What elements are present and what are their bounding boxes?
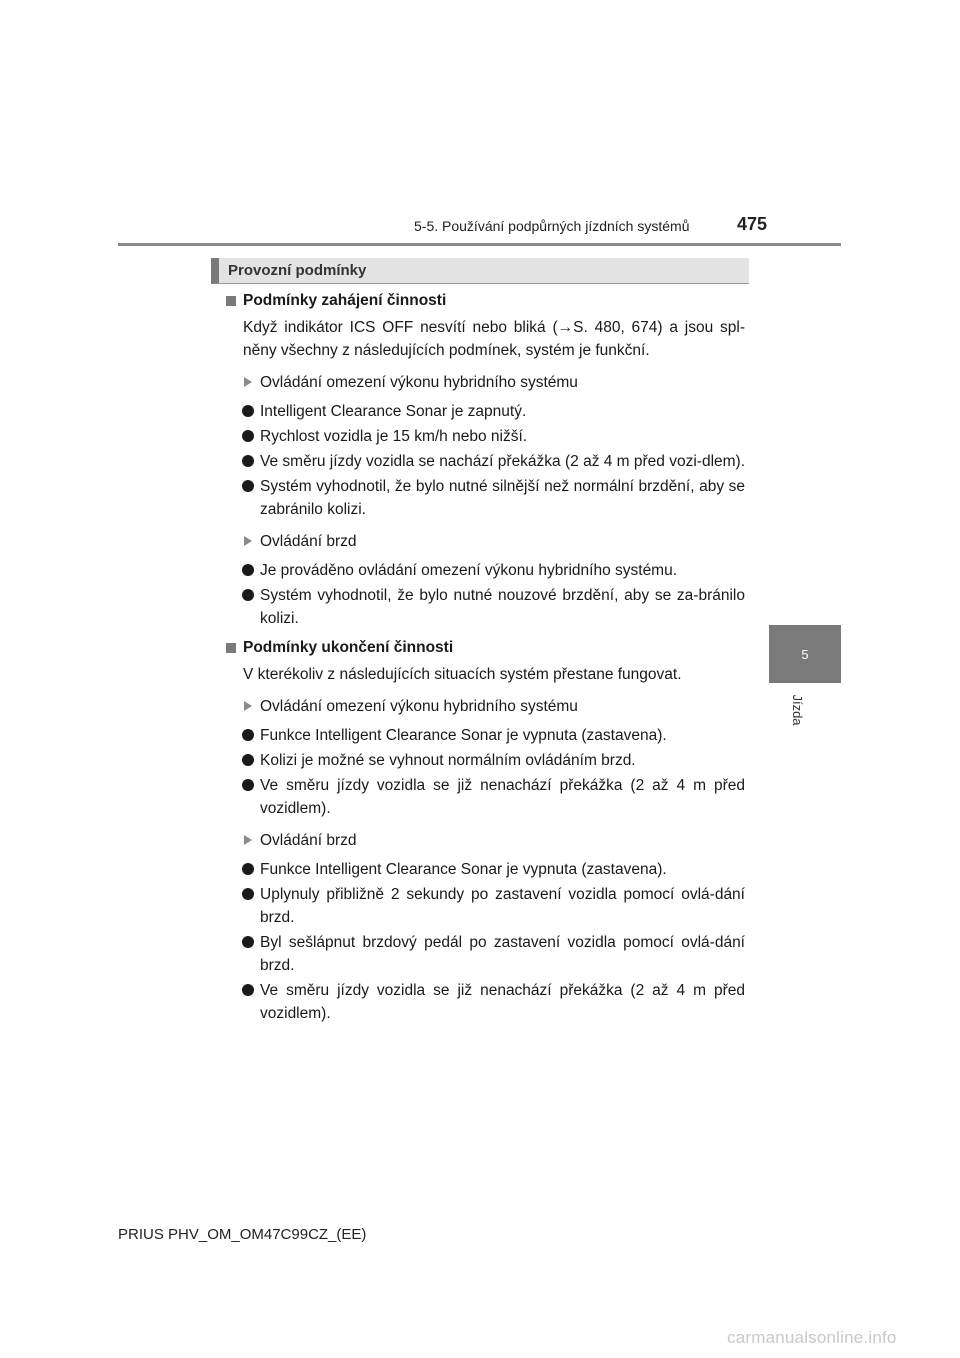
heading-text: Podmínky ukončení činnosti [243,639,454,656]
list-item [226,858,745,881]
list-item [226,559,745,582]
circle-bullet-icon [242,863,254,875]
circle-bullet-icon [242,589,254,601]
circle-bullet-icon [242,480,254,492]
list-item [226,931,745,977]
list-item [226,774,745,820]
page-number: 475 [737,214,768,234]
triangle-bullet-icon [244,835,252,845]
circle-bullet-icon [242,729,254,741]
group-title [226,695,745,718]
circle-bullet-icon [242,564,254,576]
list-item-text: Rychlost vozidla je 15 km/h nebo nižší. [260,428,528,445]
circle-bullet-icon [242,455,254,467]
triangle-bullet-icon [244,377,252,387]
circle-bullet-icon [242,936,254,948]
list-item-text: Kolizi je možné se vyhnout normálním ovládáním brzd. [260,752,636,769]
list-item-text: Byl sešlápnut brzdový pedál po zastavení vozidla pomocí ovlá-dání brzd. [260,934,745,974]
square-bullet-icon [226,296,236,306]
list-item-text: Funkce Intelligent Clearance Sonar je vypnuta (zastavena). [260,727,667,744]
list-item-text: Systém vyhodnotil, že bylo nutné nouzové brzdění, aby se za-bránilo kolizi. [260,587,745,627]
list-item [226,724,745,747]
circle-bullet-icon [242,430,254,442]
square-bullet-icon [226,643,236,653]
header-section-title: 5-5. Používání podpůrných jízdních systémů [414,218,690,234]
triangle-bullet-icon [244,701,252,711]
list-item-text: Systém vyhodnotil, že bylo nutné silnější než normální brzdění, aby se zabránilo kolizi. [260,478,745,518]
group-title [226,530,745,553]
chapter-label: Jízda [790,694,805,726]
section-title: Provozní podmínky [211,258,749,284]
watermark: carmanualsonline.info [727,1328,897,1347]
content [226,287,745,1025]
header-rule [118,243,841,246]
group-title-text: Ovládání brzd [260,533,357,550]
group-title-text: Ovládání omezení výkonu hybridního systému [260,698,578,715]
list-item-text: Intelligent Clearance Sonar je zapnutý. [260,403,527,420]
list-item [226,749,745,772]
circle-bullet-icon [242,779,254,791]
circle-bullet-icon [242,984,254,996]
list-item [226,979,745,1025]
group-title-text: Ovládání brzd [260,832,357,849]
list-item-text: Ve směru jízdy vozidla se již nenachází překážka (2 až 4 m před vozidlem). [260,982,745,1022]
list-item-text: Uplynuly přibližně 2 sekundy po zastavení vozidla pomocí ovlá-dání brzd. [260,886,745,926]
list-item [226,400,745,423]
list-item-text: Funkce Intelligent Clearance Sonar je vypnuta (zastavena). [260,861,667,878]
list-item-text: Ve směru jízdy vozidla se nachází překážka (2 až 4 m před vozi-dlem). [260,453,746,470]
list-item [226,475,745,521]
block-heading [226,636,745,659]
list-item [226,584,745,630]
circle-bullet-icon [242,754,254,766]
list-item [226,450,745,473]
triangle-bullet-icon [244,536,252,546]
block-heading [226,289,745,312]
circle-bullet-icon [242,888,254,900]
circle-bullet-icon [242,405,254,417]
heading-text: Podmínky zahájení činnosti [243,292,447,309]
list-item-text: Ve směru jízdy vozidla se již nenachází překážka (2 až 4 m před vozidlem). [260,777,745,817]
footer-code: PRIUS PHV_OM_OM47C99CZ_(EE) [118,1226,367,1243]
group-title-text: Ovládání omezení výkonu hybridního systému [260,374,578,391]
chapter-tab [769,625,841,683]
block-intro: V kterékoliv z následujících situacích systém přestane fungovat. [243,666,682,683]
block-intro: Když indikátor ICS OFF nesvítí nebo bliká (→S. 480, 674) a jsou spl-něny všechny z následujících podmínek, systém je funkční. [243,319,745,359]
list-item [226,425,745,448]
list-item-text: Je prováděno ovládání omezení výkonu hybridního systému. [260,562,678,579]
chapter-number: 5 [801,646,809,662]
group-title [226,829,745,852]
list-item [226,883,745,929]
group-title [226,371,745,394]
